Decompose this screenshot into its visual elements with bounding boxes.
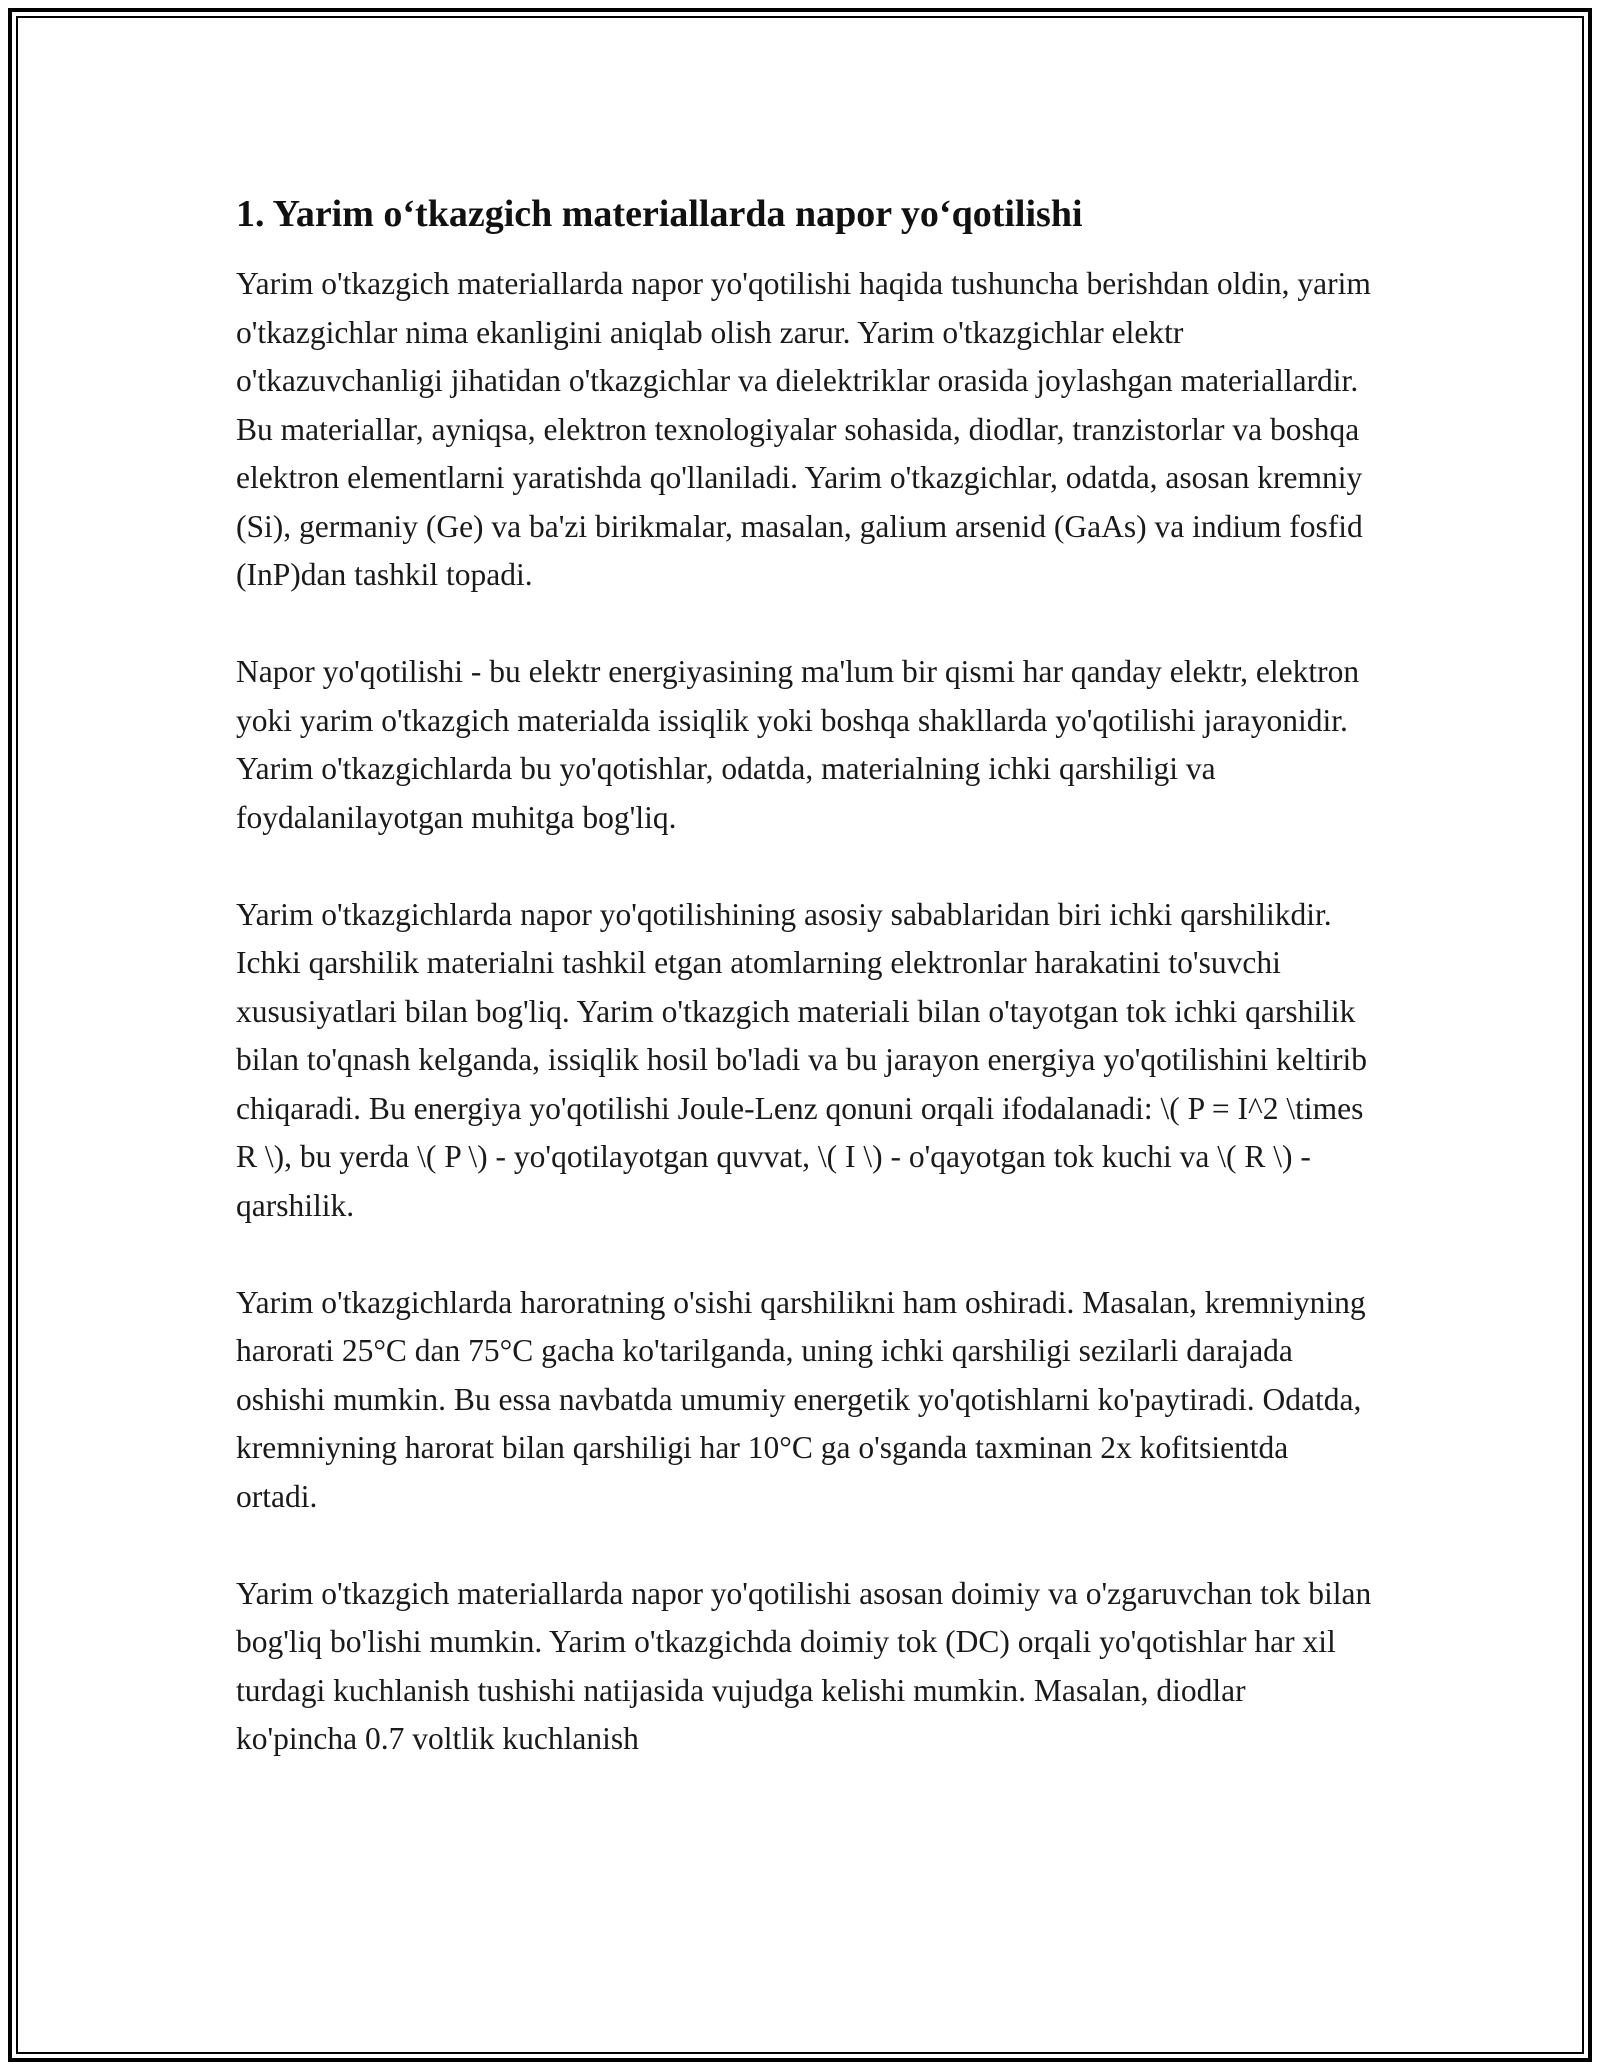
section-heading: 1. Yarim o‘tkazgich materiallarda napor yo‘qotilishi: [236, 193, 1083, 235]
paragraph-internal-resistance: Yarim o'tkazgichlarda napor yo'qotilishining asosiy sabablaridan biri ichki qarshilikdir. Ichki qarshilik materialni tashkil etgan atomlarning elektronlar harakatini to'suvchi xususiyatlari bilan bog'liq. Yarim o'tkazgich materiali bilan o'tayotgan tok ichki qarshilik bilan to'qnash kelganda, issiqlik hosil bo'ladi va bu jarayon energiya yo'qotilishini keltirib chiqaradi. Bu energiya yo'qotilishi Joule-Lenz qonuni orqali ifodalanadi: \( P = I^2 \times R \), bu yerda \( P \) - yo'qotilayotgan quvvat, \( I \) - o'qayotgan tok kuchi va \( R \) - qarshilik.: [236, 896, 1368, 1223]
paragraph-temperature: Yarim o'tkazgichlarda haroratning o'sishi qarshilikni ham oshiradi. Masalan, kremniyning harorati 25°C dan 75°C gacha ko'tarilganda, uning ichki qarshiligi sezilarli darajada oshishi mumkin. Bu essa navbatda umumiy energetik yo'qotishlarni ko'paytiradi. Odatda, kremniyning harorat bilan qarshiligi har 10°C ga o'sganda taxminan 2x kofitsientda ortadi.: [236, 1284, 1366, 1514]
paragraph-intro: Yarim o'tkazgich materiallarda napor yo'qotilishi haqida tushuncha berishdan oldin, yarim o'tkazgichlar nima ekanligini aniqlab olish zarur. Yarim o'tkazgichlar elektr o'tkazuvchanligi jihatidan o'tkazgichlar va dielektriklar orasida joylashgan materiallardir. Bu materiallar, ayniqsa, elektron texnologiyalar sohasida, diodlar, tranzistorlar va boshqa elektron elementlarni yaratishda qo'llaniladi. Yarim o'tkazgichlar, odatda, asosan kremniy (Si), germaniy (Ge) va ba'zi birikmalar, masalan, galium arsenid (GaAs) va indium fosfid (InP)dan tashkil topadi.: [236, 266, 1371, 592]
paragraph-definition: Napor yo'qotilishi - bu elektr energiyasining ma'lum bir qismi har qanday elektr, elektron yoki yarim o'tkazgich materialda issiqlik yoki boshqa shakllarda yo'qotilishi jarayonidir. Yarim o'tkazgichlarda bu yo'qotishlar, odatda, materialning ichki qarshiligi va foydalanilayotgan muhitga bog'liq.: [236, 654, 1360, 835]
paragraph-dc-ac: Yarim o'tkazgich materiallarda napor yo'qotilishi asosan doimiy va o'zgaruvchan tok bilan bog'liq bo'lishi mumkin. Yarim o'tkazgichda doimiy tok (DC) orqali yo'qotishlar har xil turdagi kuchlanish tushishi natijasida vujudga kelishi mumkin. Masalan, diodlar ko'pincha 0.7 voltlik kuchlanish: [236, 1575, 1372, 1756]
document-body: [236, 188, 1372, 1812]
